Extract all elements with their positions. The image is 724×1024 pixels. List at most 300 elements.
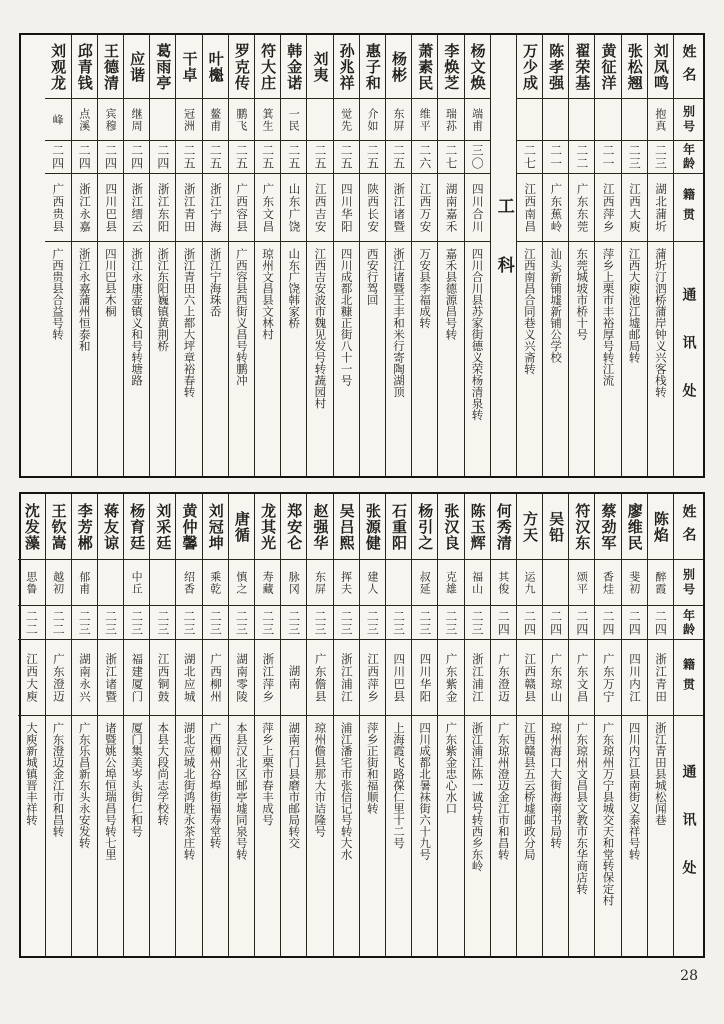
person-column: [464, 35, 490, 476]
name-cell-text: 龙其光: [259, 502, 278, 551]
alias-cell: [648, 99, 673, 141]
name-cell: [595, 494, 620, 560]
name-cell-text: 万少成: [520, 42, 539, 91]
native-cell: [281, 174, 306, 242]
native-cell: [543, 174, 568, 242]
alias-cell-text: 慎之: [234, 570, 248, 595]
address-cell-text: 广西贵县合益号转: [51, 248, 66, 340]
native-cell: [569, 640, 594, 716]
name-cell-text: 张汉良: [442, 502, 461, 551]
native-cell: [45, 174, 71, 242]
age-cell: [46, 606, 71, 640]
name-cell-text: 陈焰: [651, 510, 670, 543]
header-native: [674, 640, 703, 716]
alias-cell: [622, 99, 647, 141]
address-cell: [203, 716, 228, 956]
section-column-engineering: [490, 35, 516, 476]
alias-cell: [569, 99, 594, 141]
name-cell-text: 符汉东: [573, 502, 592, 551]
name-cell: [255, 35, 280, 99]
age-cell: [517, 606, 542, 640]
name-cell-text: 杨引之: [416, 502, 435, 551]
alias-cell-text: 脉冈: [287, 570, 301, 595]
native-cell-text: 陕西长安: [366, 182, 381, 233]
address-cell: [72, 242, 97, 476]
address-cell-text: 四川内江县南街义泰祥号转: [627, 722, 642, 860]
native-cell-text: 浙江青田: [182, 182, 197, 233]
person-column: [306, 494, 332, 956]
native-cell-text: 四川华阳: [418, 652, 433, 703]
native-cell: [46, 640, 71, 716]
age-cell-text: 二三: [129, 609, 144, 636]
name-cell-text: 张松翘: [625, 42, 644, 91]
person-column: [647, 35, 673, 476]
name-cell: [569, 35, 594, 99]
age-cell: [176, 141, 201, 174]
name-cell: [150, 494, 175, 560]
person-column: [594, 35, 620, 476]
name-cell-text: 罗克传: [232, 42, 251, 91]
header-alias: [674, 99, 703, 141]
native-cell-text: 江西萍乡: [366, 652, 381, 703]
name-cell: [491, 494, 516, 560]
name-cell: [45, 35, 71, 99]
alias-cell-text: 继周: [130, 107, 144, 132]
name-cell-text: 干卓: [180, 50, 199, 83]
name-cell: [517, 494, 542, 560]
person-column: [359, 35, 385, 476]
alias-cell: [569, 560, 594, 606]
alias-cell-text: 斐初: [627, 570, 641, 595]
address-cell-text: 萍乡上栗市丰裕厚号转江流: [601, 248, 616, 386]
address-cell: [438, 716, 463, 956]
alias-cell: [334, 560, 359, 606]
alias-cell: [281, 99, 306, 141]
person-column: [542, 35, 568, 476]
age-cell-text: 二三: [77, 609, 92, 636]
native-cell: [229, 174, 254, 242]
alias-cell-text: 瑞荪: [444, 107, 458, 132]
page-number: 28: [680, 968, 698, 984]
name-cell: [255, 494, 280, 560]
native-cell: [307, 640, 332, 716]
name-cell: [517, 35, 542, 99]
native-cell: [18, 640, 44, 716]
age-cell-text: 二三: [312, 609, 327, 636]
name-cell-text: 惠子和: [363, 42, 382, 91]
alias-cell-text: 福山: [470, 570, 484, 595]
name-cell: [595, 35, 620, 99]
age-cell-text: 二一: [601, 144, 616, 170]
name-cell-text: 葛雨亭: [154, 42, 173, 91]
native-cell: [72, 640, 97, 716]
native-cell-text: 浙江诸暨: [392, 182, 407, 233]
age-cell-text: 二三: [234, 609, 249, 636]
alias-cell-text: 其俊: [496, 570, 510, 595]
name-cell: [98, 494, 123, 560]
address-cell-text: 广西柳州谷埠街福寿堂转: [208, 722, 223, 849]
age-cell: [72, 141, 97, 174]
age-cell: [176, 606, 201, 640]
age-cell: [124, 141, 149, 174]
native-cell: [72, 174, 97, 242]
address-cell: [360, 242, 385, 476]
header-column: [673, 494, 703, 956]
alias-cell: [307, 99, 332, 141]
name-cell: [648, 35, 673, 99]
alias-cell: [648, 560, 673, 606]
alias-cell: [98, 560, 123, 606]
header-name: [674, 35, 703, 99]
age-cell: [124, 606, 149, 640]
alias-cell-text: 抱真: [653, 107, 667, 132]
address-cell: [255, 242, 280, 476]
name-cell: [98, 35, 123, 99]
alias-cell: [229, 99, 254, 141]
address-cell: [45, 242, 71, 476]
age-cell-text: 二四: [50, 144, 65, 170]
alias-cell-text: 鳌甫: [208, 107, 222, 132]
address-cell: [98, 716, 123, 956]
alias-cell-text: 越初: [51, 570, 65, 595]
address-cell-text: 湖南石门县磨市邮局转交: [287, 722, 302, 849]
name-cell-text: 郑安仑: [285, 502, 304, 551]
native-cell-text: 广东东莞: [575, 182, 590, 233]
header-address-text: 通讯处: [680, 287, 697, 431]
age-cell-text: 二四: [601, 609, 616, 636]
native-cell-text: 广东儋县: [313, 652, 328, 703]
native-cell: [595, 640, 620, 716]
native-cell: [648, 174, 673, 242]
name-cell: [176, 494, 201, 560]
address-cell-text: 浙江青田六上都大坪章裕春转: [182, 248, 197, 398]
age-cell-text: 二三: [417, 609, 432, 636]
person-column: [18, 494, 44, 956]
alias-cell: [255, 99, 280, 141]
age-cell-text: 二四: [522, 609, 537, 636]
name-cell-text: 李芳郴: [75, 502, 94, 551]
header-native: [674, 174, 703, 242]
name-cell: [465, 35, 490, 99]
age-cell: [465, 141, 490, 174]
alias-cell-text: 绍香: [182, 570, 196, 595]
age-cell: [45, 141, 71, 174]
age-cell: [229, 606, 254, 640]
native-cell: [98, 174, 123, 242]
address-cell: [595, 242, 620, 476]
header-alias-text: 别号: [681, 104, 696, 135]
name-cell: [648, 494, 673, 560]
person-column: [280, 35, 306, 476]
header-alias: [674, 560, 703, 606]
name-cell: [360, 35, 385, 99]
age-cell-text: 二五: [286, 144, 301, 170]
header-age-text: 年龄: [681, 143, 696, 171]
name-cell-text: 杨彬: [390, 50, 409, 83]
address-cell-text: 诸暨姚公埠恒瑞昌号转七里: [103, 722, 118, 860]
age-cell-text: 二三: [391, 609, 406, 636]
person-column: [228, 35, 254, 476]
address-cell: [281, 716, 306, 956]
address-cell: [334, 242, 359, 476]
address-cell-text: 山东广饶韩家桥: [287, 248, 302, 329]
native-cell: [307, 174, 332, 242]
alias-cell: [386, 560, 411, 606]
native-cell: [98, 640, 123, 716]
name-cell-text: 应谐: [128, 50, 147, 83]
address-cell: [465, 716, 490, 956]
native-cell-text: 江西大庾: [627, 182, 642, 233]
header-name-text: 姓名: [680, 43, 697, 90]
address-cell-text: 汕头新铺墟新铺公学校: [549, 248, 564, 363]
name-cell: [412, 494, 437, 560]
alias-cell-text: 宾穆: [103, 107, 117, 132]
name-cell-text: 翟荣基: [573, 42, 592, 91]
person-column: [437, 35, 463, 476]
name-cell-text: 廖维民: [625, 502, 644, 551]
name-cell: [307, 494, 332, 560]
age-cell-text: 三〇: [470, 144, 485, 170]
native-cell-text: 广东澄迈: [51, 652, 66, 703]
age-cell: [150, 606, 175, 640]
age-cell-text: 二五: [234, 144, 249, 170]
name-cell-text: 叶櫆: [206, 50, 225, 83]
alias-cell: [622, 560, 647, 606]
name-cell: [465, 494, 490, 560]
person-column: [71, 494, 97, 956]
address-cell-text: 江西赣县五云桥墟邮政分局: [522, 722, 537, 860]
name-cell: [203, 494, 228, 560]
person-column: [45, 35, 71, 476]
name-cell: [176, 35, 201, 99]
age-cell: [334, 606, 359, 640]
age-cell-text: 二三: [260, 609, 275, 636]
name-cell-text: 唐循: [232, 510, 251, 543]
name-cell-text: 沈发藻: [22, 502, 41, 551]
age-cell-text: 二一: [548, 144, 563, 170]
age-cell: [203, 141, 228, 174]
person-column: [411, 494, 437, 956]
alias-cell: [595, 99, 620, 141]
native-cell: [255, 174, 280, 242]
native-cell: [517, 640, 542, 716]
alias-cell-text: 运九: [522, 570, 536, 595]
native-cell-text: 广东文昌: [261, 182, 276, 233]
alias-cell: [176, 99, 201, 141]
address-cell: [438, 242, 463, 476]
age-cell-text: 二三: [208, 609, 223, 636]
person-column: [490, 494, 516, 956]
person-column: [385, 35, 411, 476]
address-cell: [622, 716, 647, 956]
age-cell: [595, 141, 620, 174]
address-cell: [569, 716, 594, 956]
name-cell-text: 刘冠坤: [206, 502, 225, 551]
person-column: [280, 494, 306, 956]
address-cell-text: 厦门集美岑头街仁和号: [130, 722, 145, 837]
native-cell-text: 湖北蒲圻: [654, 182, 669, 233]
address-cell: [307, 716, 332, 956]
address-cell: [98, 242, 123, 476]
name-cell-text: 王德清: [101, 42, 120, 91]
address-cell: [281, 242, 306, 476]
alias-cell-text: 香烓: [601, 570, 615, 595]
person-column: [542, 494, 568, 956]
native-cell: [150, 640, 175, 716]
native-cell-text: 广东澄迈: [497, 652, 512, 703]
native-cell-text: 江西南昌: [523, 182, 538, 233]
name-cell: [72, 494, 97, 560]
address-cell: [176, 716, 201, 956]
alias-cell-text: 乘乾: [208, 570, 222, 595]
native-cell-text: 江西吉安: [313, 182, 328, 233]
section-label: 工科: [493, 196, 514, 315]
age-cell-text: 二四: [129, 144, 144, 170]
alias-cell-text: 东屏: [392, 107, 406, 132]
address-cell: [465, 242, 490, 476]
name-cell-text: 赵强华: [311, 502, 330, 551]
address-cell-text: 浦江潘宅市张信记号转大水: [339, 722, 354, 860]
name-cell: [150, 35, 175, 99]
person-column: [594, 494, 620, 956]
person-column: [437, 494, 463, 956]
header-alias-text: 别号: [681, 567, 696, 598]
address-cell-text: 万安县李福成转: [418, 248, 433, 329]
address-cell: [72, 716, 97, 956]
alias-cell: [465, 99, 490, 141]
address-cell-text: 广东紫金忠心水口: [444, 722, 459, 814]
name-cell: [124, 35, 149, 99]
native-cell-text: 广东琼山: [549, 652, 564, 703]
alias-cell: [517, 560, 542, 606]
name-cell: [438, 35, 463, 99]
address-cell-text: 湖北应城北街鸿胜永茶庄转: [182, 722, 197, 860]
native-cell: [412, 640, 437, 716]
directory-table-top: [19, 33, 705, 478]
alias-cell-text: 鹏飞: [234, 107, 248, 132]
name-cell: [281, 494, 306, 560]
header-column: [673, 35, 703, 476]
age-cell: [150, 141, 175, 174]
native-cell: [176, 640, 201, 716]
name-cell: [386, 35, 411, 99]
address-cell-text: 东莞城坡市桥十号: [575, 248, 590, 340]
native-cell-text: 广东紫金: [444, 652, 459, 703]
name-cell-text: 吴铅: [547, 510, 566, 543]
address-cell-text: 西安行驾回: [365, 248, 380, 306]
age-cell-text: 二七: [522, 144, 537, 170]
name-cell: [438, 494, 463, 560]
native-cell: [386, 174, 411, 242]
name-cell-text: 杨育廷: [128, 502, 147, 551]
name-cell-text: 邱青钱: [75, 42, 94, 91]
person-column: [149, 494, 175, 956]
alias-cell-text: 颂平: [575, 570, 589, 595]
age-cell: [543, 606, 568, 640]
address-cell: [569, 242, 594, 476]
age-cell-text: 二三: [103, 609, 118, 636]
age-cell: [307, 141, 332, 174]
age-cell: [543, 141, 568, 174]
person-column: [175, 35, 201, 476]
address-cell-text: 浙江东阳巍镇黄荆桥: [156, 248, 171, 352]
address-cell: [150, 242, 175, 476]
name-cell-text: 韩金诺: [285, 42, 304, 91]
age-cell-text: 二四: [77, 144, 92, 170]
name-cell-text: 陈玉辉: [468, 502, 487, 551]
header-native-text: 籍贯: [681, 187, 696, 228]
native-cell-text: 浙江青田: [654, 652, 669, 703]
name-cell: [72, 35, 97, 99]
age-cell: [281, 141, 306, 174]
address-cell-text: 本县大段尚志学校转: [156, 722, 171, 826]
person-column: [202, 35, 228, 476]
alias-cell: [124, 99, 149, 141]
address-cell-text: 琼州儋县那大市诘隆号: [313, 722, 328, 837]
age-cell: [491, 606, 516, 640]
address-cell-text: 琼州文昌县文林村: [261, 248, 276, 340]
address-cell-text: 嘉禾县德源昌号转: [444, 248, 459, 340]
header-age: [674, 141, 703, 174]
alias-cell: [203, 560, 228, 606]
name-cell-text: 方天: [520, 510, 539, 543]
header-age: [674, 606, 703, 640]
native-cell-text: 广东文昌: [575, 652, 590, 703]
age-cell: [517, 141, 542, 174]
age-cell-text: 二二: [24, 609, 39, 636]
native-cell-text: 广西贵县: [51, 182, 66, 233]
age-cell-text: 二四: [155, 144, 170, 170]
age-cell: [622, 606, 647, 640]
native-cell: [517, 174, 542, 242]
age-cell-text: 二四: [103, 144, 118, 170]
name-cell: [229, 35, 254, 99]
alias-cell-text: 介如: [365, 107, 379, 132]
person-column: [647, 494, 673, 956]
address-cell: [124, 716, 149, 956]
address-cell: [648, 716, 673, 956]
alias-cell-text: 中丘: [130, 570, 144, 595]
name-cell: [543, 494, 568, 560]
age-cell-text: 二三: [365, 609, 380, 636]
name-cell-text: 李焕芝: [442, 42, 461, 91]
native-cell-text: 浙江东阳: [156, 182, 171, 233]
native-cell-text: 广西容县: [235, 182, 250, 233]
alias-cell-text: 克雄: [444, 570, 458, 595]
age-cell: [648, 141, 673, 174]
address-cell: [360, 716, 385, 956]
person-column: [385, 494, 411, 956]
address-cell: [622, 242, 647, 476]
age-cell: [203, 606, 228, 640]
name-cell-text: 黄征洋: [599, 42, 618, 91]
age-cell: [386, 141, 411, 174]
alias-cell: [46, 560, 71, 606]
person-column: [97, 35, 123, 476]
native-cell: [465, 640, 490, 716]
alias-cell: [360, 560, 385, 606]
person-column: [254, 35, 280, 476]
name-cell-text: 符大庄: [259, 42, 278, 91]
address-cell: [412, 716, 437, 956]
address-cell-text: 浙江浦江陈一诚号转西乡东岭: [470, 722, 485, 872]
alias-cell-text: 维平: [418, 107, 432, 132]
header-address: [674, 716, 703, 956]
header-name-text: 姓名: [680, 503, 697, 550]
native-cell-text: 江西铜鼓: [156, 652, 171, 703]
native-cell: [360, 640, 385, 716]
address-cell-text: 四川成都北暑袜街六十九号: [418, 722, 433, 860]
